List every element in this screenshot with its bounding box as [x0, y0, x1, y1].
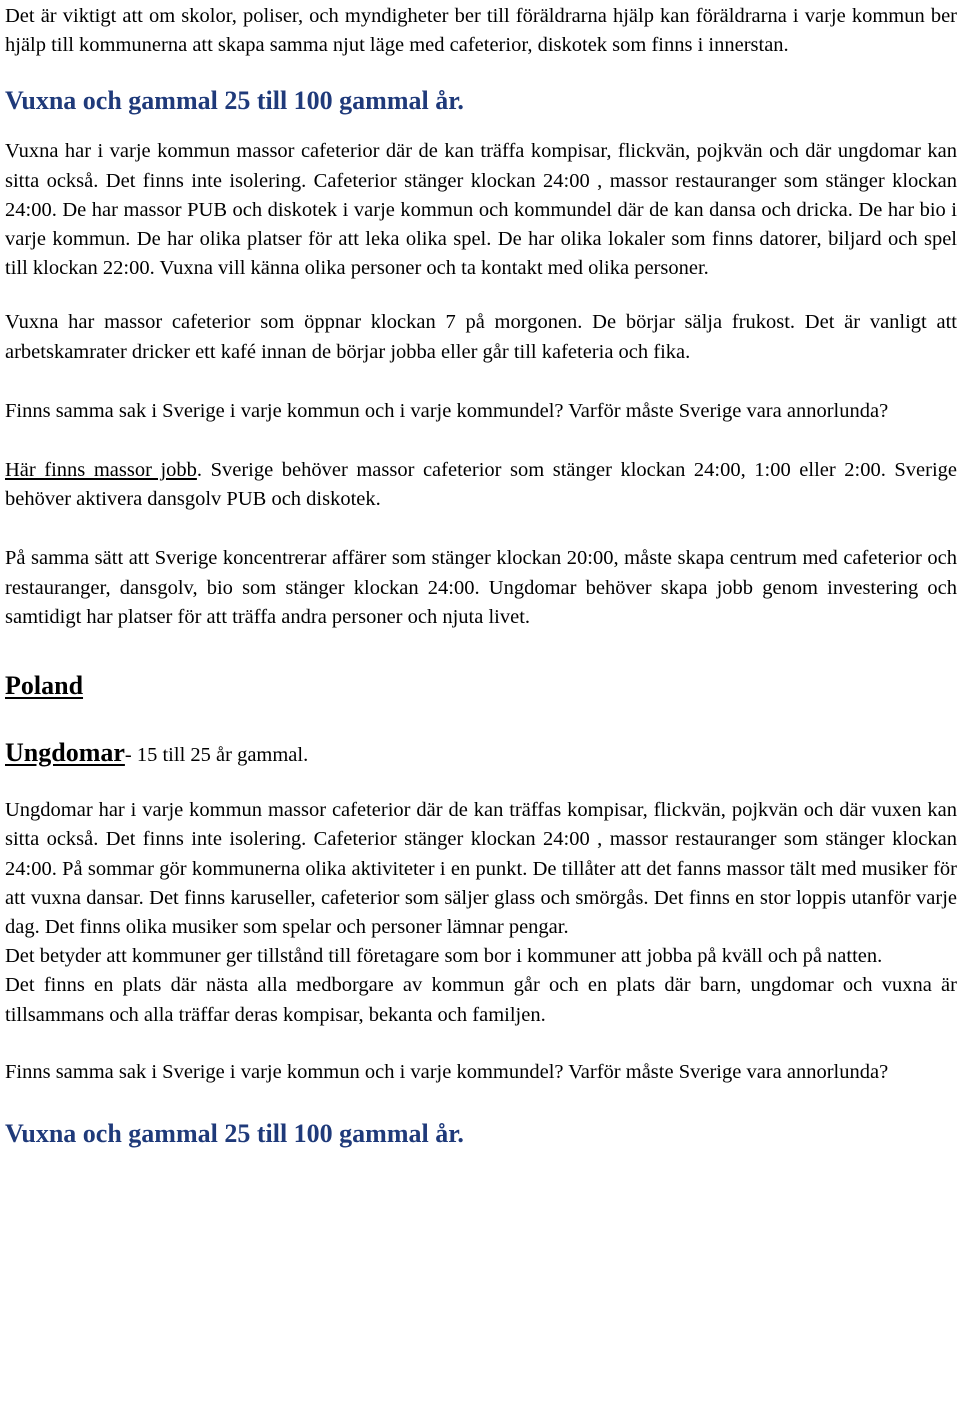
youth-age-range: - 15 till 25 år gammal.	[124, 744, 309, 767]
adults-paragraph-3: På samma sätt att Sverige koncentrerar affärer som stänger klockan 20:00, måste skapa centrum med cafeterior och restauranger, dansgolv, bio som stänger klockan 24:00. Ungdomar behöver skapa jobb genom investering och samtidigt har platser för att träffa andra personer och njuta livet.	[5, 547, 957, 628]
adults-question: Finns samma sak i Sverige i varje kommun och i varje kommundel? Varför måste Sverige vara annorlunda?	[5, 399, 889, 422]
youth-label: Ungdomar	[5, 738, 125, 768]
poland-question: Finns samma sak i Sverige i varje kommun och i varje kommundel? Varför måste Sverige vara annorlunda?	[5, 1060, 889, 1083]
poland-paragraph-2: Det betyder att kommuner ger tillstånd till företagare som bor i kommuner att jobba på kväll och på natten.	[5, 945, 883, 968]
intro-paragraph: Det är viktigt att om skolor, poliser, och myndigheter ber till föräldrarna hjälp kan föräldrarna i varje kommun ber hjälp till kommunerna att skapa samma njut läge med cafeterior, diskotek som finns i innerstan.	[5, 5, 957, 57]
poland-paragraph-1: Ungdomar har i varje kommun massor cafeterior där de kan träffas kompisar, flickvän, pojkvän och där vuxen kan sitta också. Det finns inte isolering. Cafeterior stänger klockan 24:00 , massor restauranger som stänger klockan 24:00. På sommar gör kommunerna olika aktiviteter i en punkt. De tillåter att det fanns massor tält med musiker för att vuxna dansar. Det finns karuseller, cafeterior som säljer glass och smörgås. Det finns en stor loppis utanför varje dag. Det finns olika musiker som spelar och personer lämnar pengar.	[5, 799, 957, 939]
document-page	[5, 0, 957, 1150]
footer-heading-adults: Vuxna och gammal 25 till 100 gammal år.	[5, 1119, 464, 1149]
jobs-rest-text: . Sverige behöver massor cafeterior som stänger klockan 24:00, 1:00 eller 2:00. Sverige behöver aktivera dansgolv PUB och diskotek.	[5, 459, 957, 511]
section-heading-poland: Poland	[5, 671, 84, 701]
adults-jobs-paragraph	[5, 456, 957, 514]
poland-paragraph-3: Det finns en plats där nästa alla medborgare av kommun går och en plats där barn, ungdomar och vuxna är tillsammans och alla träffar deras kompisar, bekanta och familjen.	[5, 974, 957, 1026]
adults-paragraph-1: Vuxna har i varje kommun massor cafeterior där de kan träffa kompisar, flickvän, pojkvän och där ungdomar kan sitta också. Det finns inte isolering. Cafeterior stänger klockan 24:00 , massor restauranger som stänger klockan 24:00. De har massor PUB och diskotek i varje kommun och kommundel där de kan dansa och dricka. De har bio i varje kommun. De har olika platser för att leka olika spel. De har olika lokaler som finns datorer, biljard och spel till klockan 22:00. Vuxna vill känna olika personer och ta kontakt med olika personer.	[5, 140, 957, 280]
jobs-underlined-text: Här finns massor jobb	[5, 459, 197, 482]
section-heading-adults: Vuxna och gammal 25 till 100 gammal år.	[5, 86, 464, 116]
youth-heading-line	[5, 738, 957, 770]
adults-paragraph-2: Vuxna har massor cafeterior som öppnar klockan 7 på morgonen. De börjar sälja frukost. Det är vanligt att arbetskamrater dricker ett kafé innan de börjar jobba eller går till kafeteria och fika.	[5, 311, 957, 363]
